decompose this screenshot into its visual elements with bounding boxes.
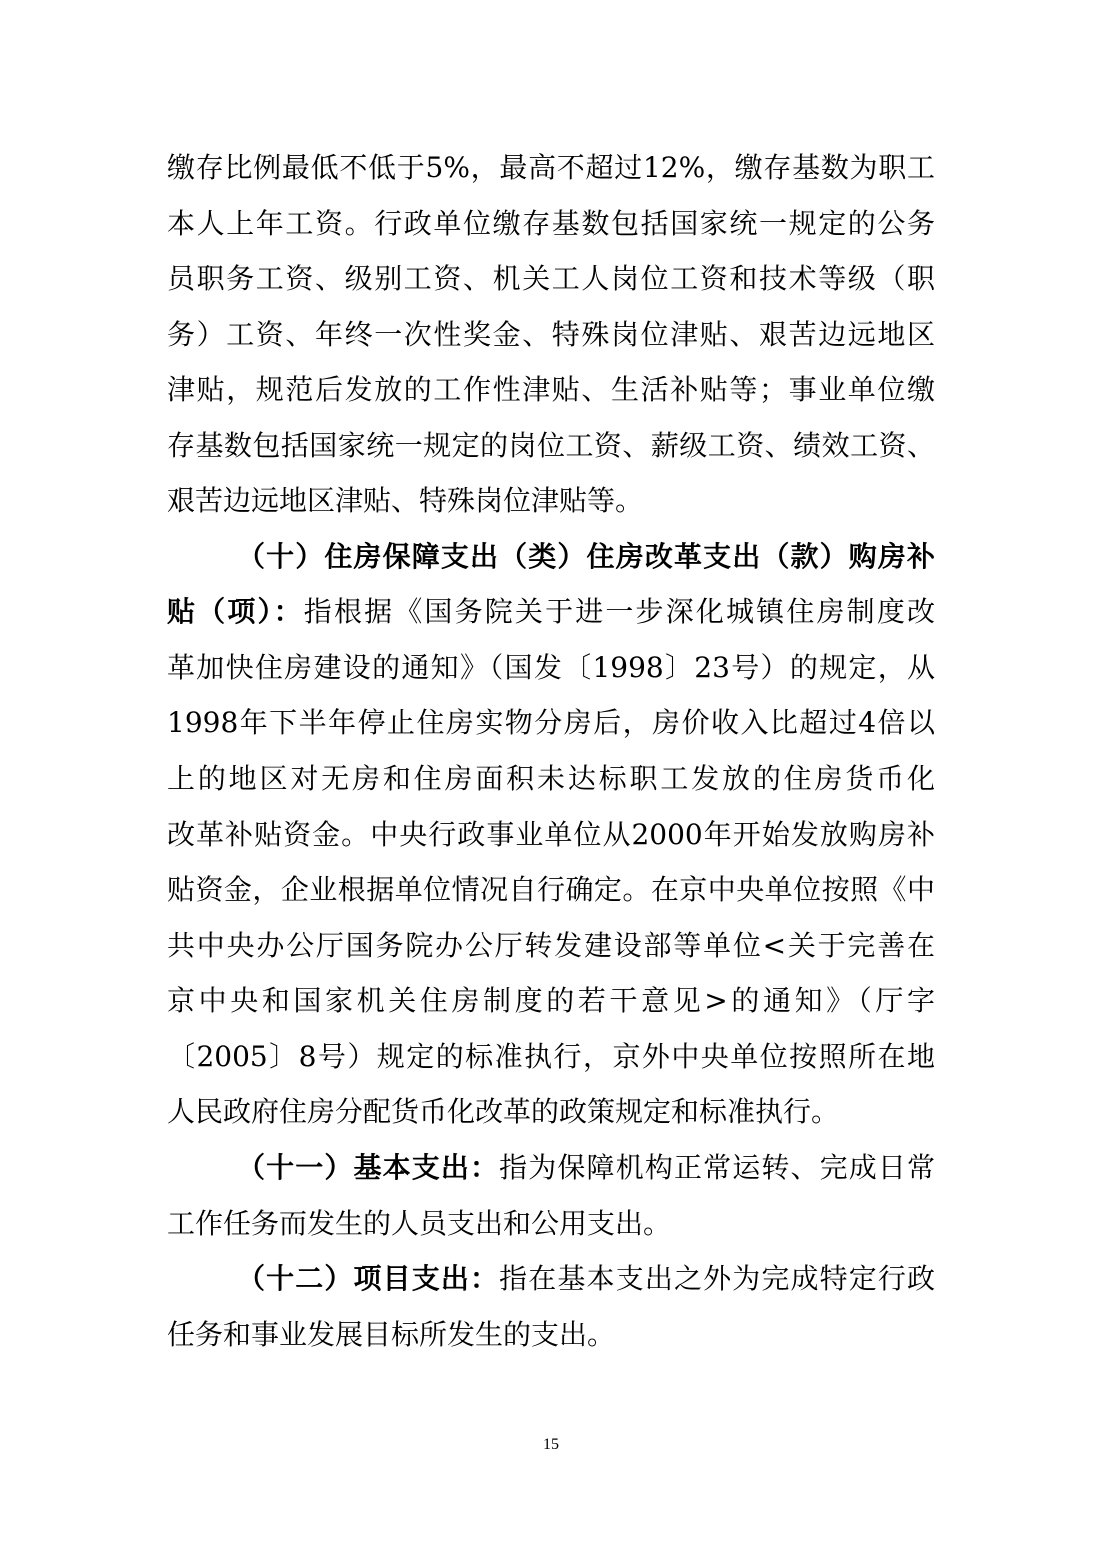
paragraph-line: 缴存比例最低不低于5%，最高不超过12%，缴存基数为职工 bbox=[167, 151, 935, 184]
paragraph-line: 1998年下半年停止住房实物分房后，房价收入比超过4倍以 bbox=[167, 706, 935, 739]
paragraph-line: 存基数包括国家统一规定的岗位工资、薪级工资、绩效工资、 bbox=[167, 429, 935, 462]
paragraph-line: 务）工资、年终一次性奖金、特殊岗位津贴、艰苦边远地区 bbox=[167, 318, 935, 351]
paragraph-line: 工作任务而发生的人员支出和公用支出。 bbox=[167, 1207, 672, 1240]
section-11-line bbox=[237, 1148, 935, 1188]
paragraph-line: 上的地区对无房和住房面积未达标职工发放的住房货币化 bbox=[167, 762, 935, 795]
section-10-text: 指根据《国务院关于进一步深化城镇住房制度改 bbox=[303, 595, 935, 628]
section-10-heading: （十）住房保障支出（类）住房改革支出（款）购房补 bbox=[237, 540, 935, 573]
paragraph-line: 人民政府住房分配货币化改革的政策规定和标准执行。 bbox=[167, 1095, 840, 1128]
paragraph-line: 革加快住房建设的通知》（国发〔1998〕23号）的规定，从 bbox=[167, 651, 935, 684]
paragraph-line: 艰苦边远地区津贴、特殊岗位津贴等。 bbox=[167, 484, 644, 517]
page-number: 15 bbox=[543, 1436, 559, 1453]
paragraph-line: 津贴，规范后发放的工作性津贴、生活补贴等；事业单位缴 bbox=[167, 373, 935, 406]
section-12-heading: （十二）项目支出： bbox=[237, 1262, 500, 1295]
section-10-heading-end: 贴（项）： bbox=[167, 595, 304, 628]
paragraph-line: 共中央办公厅国务院办公厅转发建设部等单位<关于完善在 bbox=[167, 929, 935, 962]
section-11-heading: （十一）基本支出： bbox=[237, 1151, 500, 1184]
section-12-line bbox=[237, 1259, 935, 1299]
paragraph-line: 本人上年工资。行政单位缴存基数包括国家统一规定的公务 bbox=[167, 207, 935, 240]
paragraph-line: 任务和事业发展目标所发生的支出。 bbox=[167, 1318, 616, 1351]
paragraph-line: 京中央和国家机关住房制度的若干意见>的通知》（厅字 bbox=[167, 984, 935, 1017]
paragraph-line: 员职务工资、级别工资、机关工人岗位工资和技术等级（职 bbox=[167, 262, 935, 295]
paragraph-line: 改革补贴资金。中央行政事业单位从2000年开始发放购房补 bbox=[167, 818, 935, 851]
paragraph-line: 〔2005〕8号）规定的标准执行，京外中央单位按照所在地 bbox=[167, 1040, 935, 1073]
paragraph-line: 贴资金，企业根据单位情况自行确定。在京中央单位按照《中 bbox=[167, 873, 935, 906]
section-11-text: 指为保障机构正常运转、完成日常 bbox=[499, 1151, 935, 1184]
section-12-text: 指在基本支出之外为完成特定行政 bbox=[499, 1262, 935, 1295]
section-10-line bbox=[167, 592, 935, 632]
